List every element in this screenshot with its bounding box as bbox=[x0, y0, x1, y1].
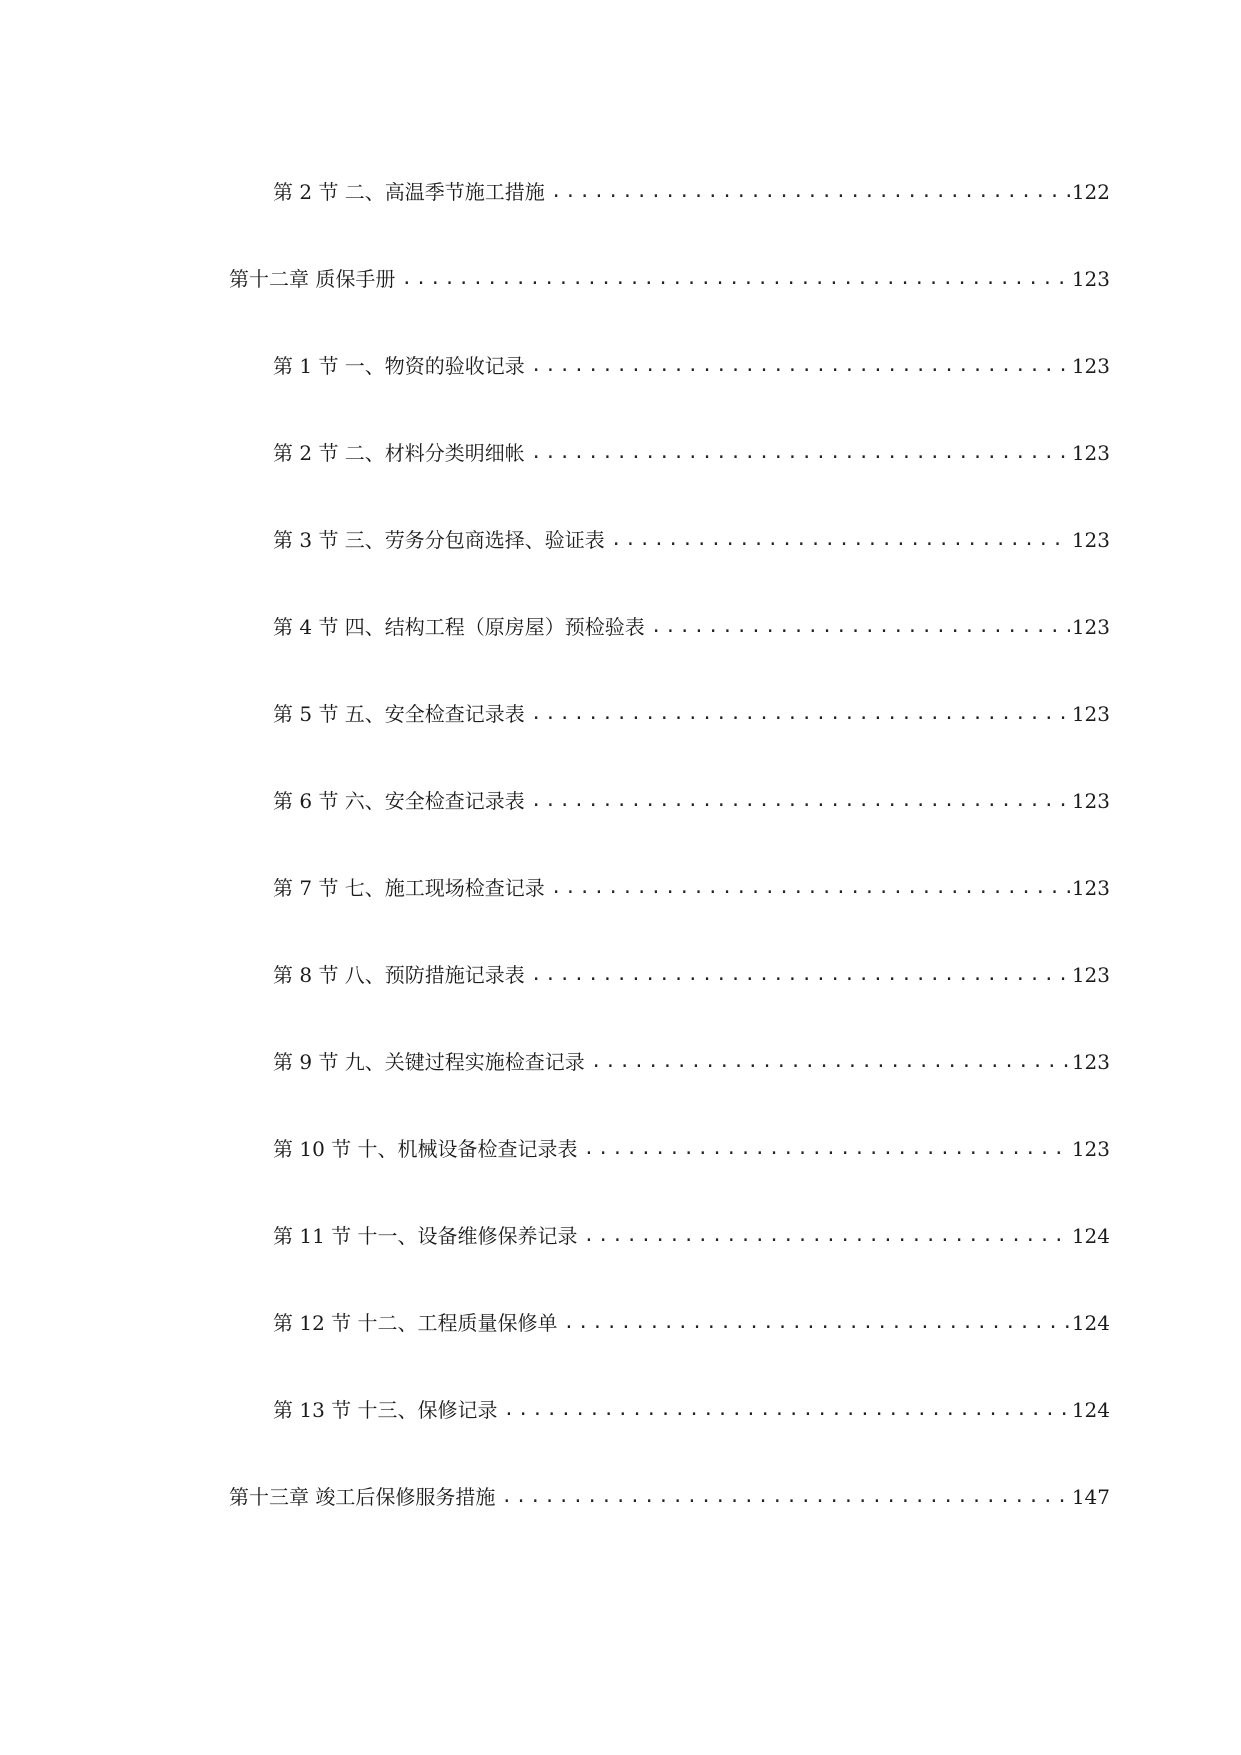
entry-title: 第 2 节 二、材料分类明细帐 bbox=[273, 441, 525, 465]
dot-leader bbox=[611, 525, 1070, 555]
page-number: 123 bbox=[1071, 876, 1110, 900]
page-number: 123 bbox=[1071, 1050, 1110, 1074]
page-number: 123 bbox=[1071, 528, 1110, 552]
page-number: 123 bbox=[1071, 789, 1110, 813]
dot-leader bbox=[531, 960, 1070, 990]
page-number: 123 bbox=[1071, 615, 1110, 639]
dot-leader bbox=[564, 1308, 1070, 1338]
toc-entry[interactable] bbox=[273, 699, 1110, 729]
dot-leader bbox=[531, 699, 1070, 729]
toc-entry[interactable] bbox=[273, 1221, 1110, 1251]
page-number: 147 bbox=[1071, 1485, 1110, 1509]
toc-entry[interactable] bbox=[229, 1482, 1110, 1512]
dot-leader bbox=[584, 1221, 1070, 1251]
page-number: 124 bbox=[1071, 1224, 1110, 1248]
dot-leader bbox=[551, 873, 1070, 903]
entry-title: 第 3 节 三、劳务分包商选择、验证表 bbox=[273, 528, 605, 552]
page-number: 123 bbox=[1071, 1137, 1110, 1161]
toc-entry[interactable] bbox=[273, 177, 1110, 207]
entry-title: 第十三章 竣工后保修服务措施 bbox=[229, 1485, 496, 1509]
toc-entry[interactable] bbox=[273, 786, 1110, 816]
entry-title: 第 6 节 六、安全检查记录表 bbox=[273, 789, 525, 813]
dot-leader bbox=[584, 1134, 1070, 1164]
page-number: 123 bbox=[1071, 702, 1110, 726]
entry-title: 第 12 节 十二、工程质量保修单 bbox=[273, 1311, 558, 1335]
entry-title: 第十二章 质保手册 bbox=[229, 267, 396, 291]
entry-title: 第 1 节 一、物资的验收记录 bbox=[273, 354, 525, 378]
dot-leader bbox=[531, 438, 1070, 468]
toc-entry[interactable] bbox=[273, 873, 1110, 903]
dot-leader bbox=[501, 1482, 1069, 1512]
toc-entry[interactable] bbox=[273, 1047, 1110, 1077]
dot-leader bbox=[551, 177, 1070, 207]
entry-title: 第 8 节 八、预防措施记录表 bbox=[273, 963, 525, 987]
dot-leader bbox=[531, 351, 1070, 381]
dot-leader bbox=[401, 264, 1069, 294]
page-number: 123 bbox=[1071, 963, 1110, 987]
toc-entry[interactable] bbox=[273, 612, 1110, 642]
page-number: 123 bbox=[1071, 354, 1110, 378]
entry-title: 第 11 节 十一、设备维修保养记录 bbox=[273, 1224, 578, 1248]
dot-leader bbox=[591, 1047, 1070, 1077]
entry-title: 第 9 节 九、关键过程实施检查记录 bbox=[273, 1050, 585, 1074]
toc-entry[interactable] bbox=[273, 351, 1110, 381]
toc-entry[interactable] bbox=[273, 960, 1110, 990]
toc-entry[interactable] bbox=[273, 525, 1110, 555]
toc-entry[interactable] bbox=[273, 1308, 1110, 1338]
page-number: 124 bbox=[1071, 1311, 1110, 1335]
toc-entry[interactable] bbox=[273, 438, 1110, 468]
entry-title: 第 2 节 二、高温季节施工措施 bbox=[273, 180, 545, 204]
entry-title: 第 7 节 七、施工现场检查记录 bbox=[273, 876, 545, 900]
dot-leader bbox=[504, 1395, 1070, 1425]
entry-title: 第 13 节 十三、保修记录 bbox=[273, 1398, 498, 1422]
dot-leader bbox=[531, 786, 1070, 816]
page-number: 122 bbox=[1071, 180, 1110, 204]
toc-entry[interactable] bbox=[273, 1395, 1110, 1425]
toc-entry[interactable] bbox=[229, 264, 1110, 294]
entry-title: 第 10 节 十、机械设备检查记录表 bbox=[273, 1137, 578, 1161]
page-number: 124 bbox=[1071, 1398, 1110, 1422]
page-number: 123 bbox=[1071, 441, 1110, 465]
dot-leader bbox=[651, 612, 1070, 642]
toc-entry[interactable] bbox=[273, 1134, 1110, 1164]
entry-title: 第 5 节 五、安全检查记录表 bbox=[273, 702, 525, 726]
entry-title: 第 4 节 四、结构工程（原房屋）预检验表 bbox=[273, 615, 645, 639]
page-number: 123 bbox=[1071, 267, 1110, 291]
